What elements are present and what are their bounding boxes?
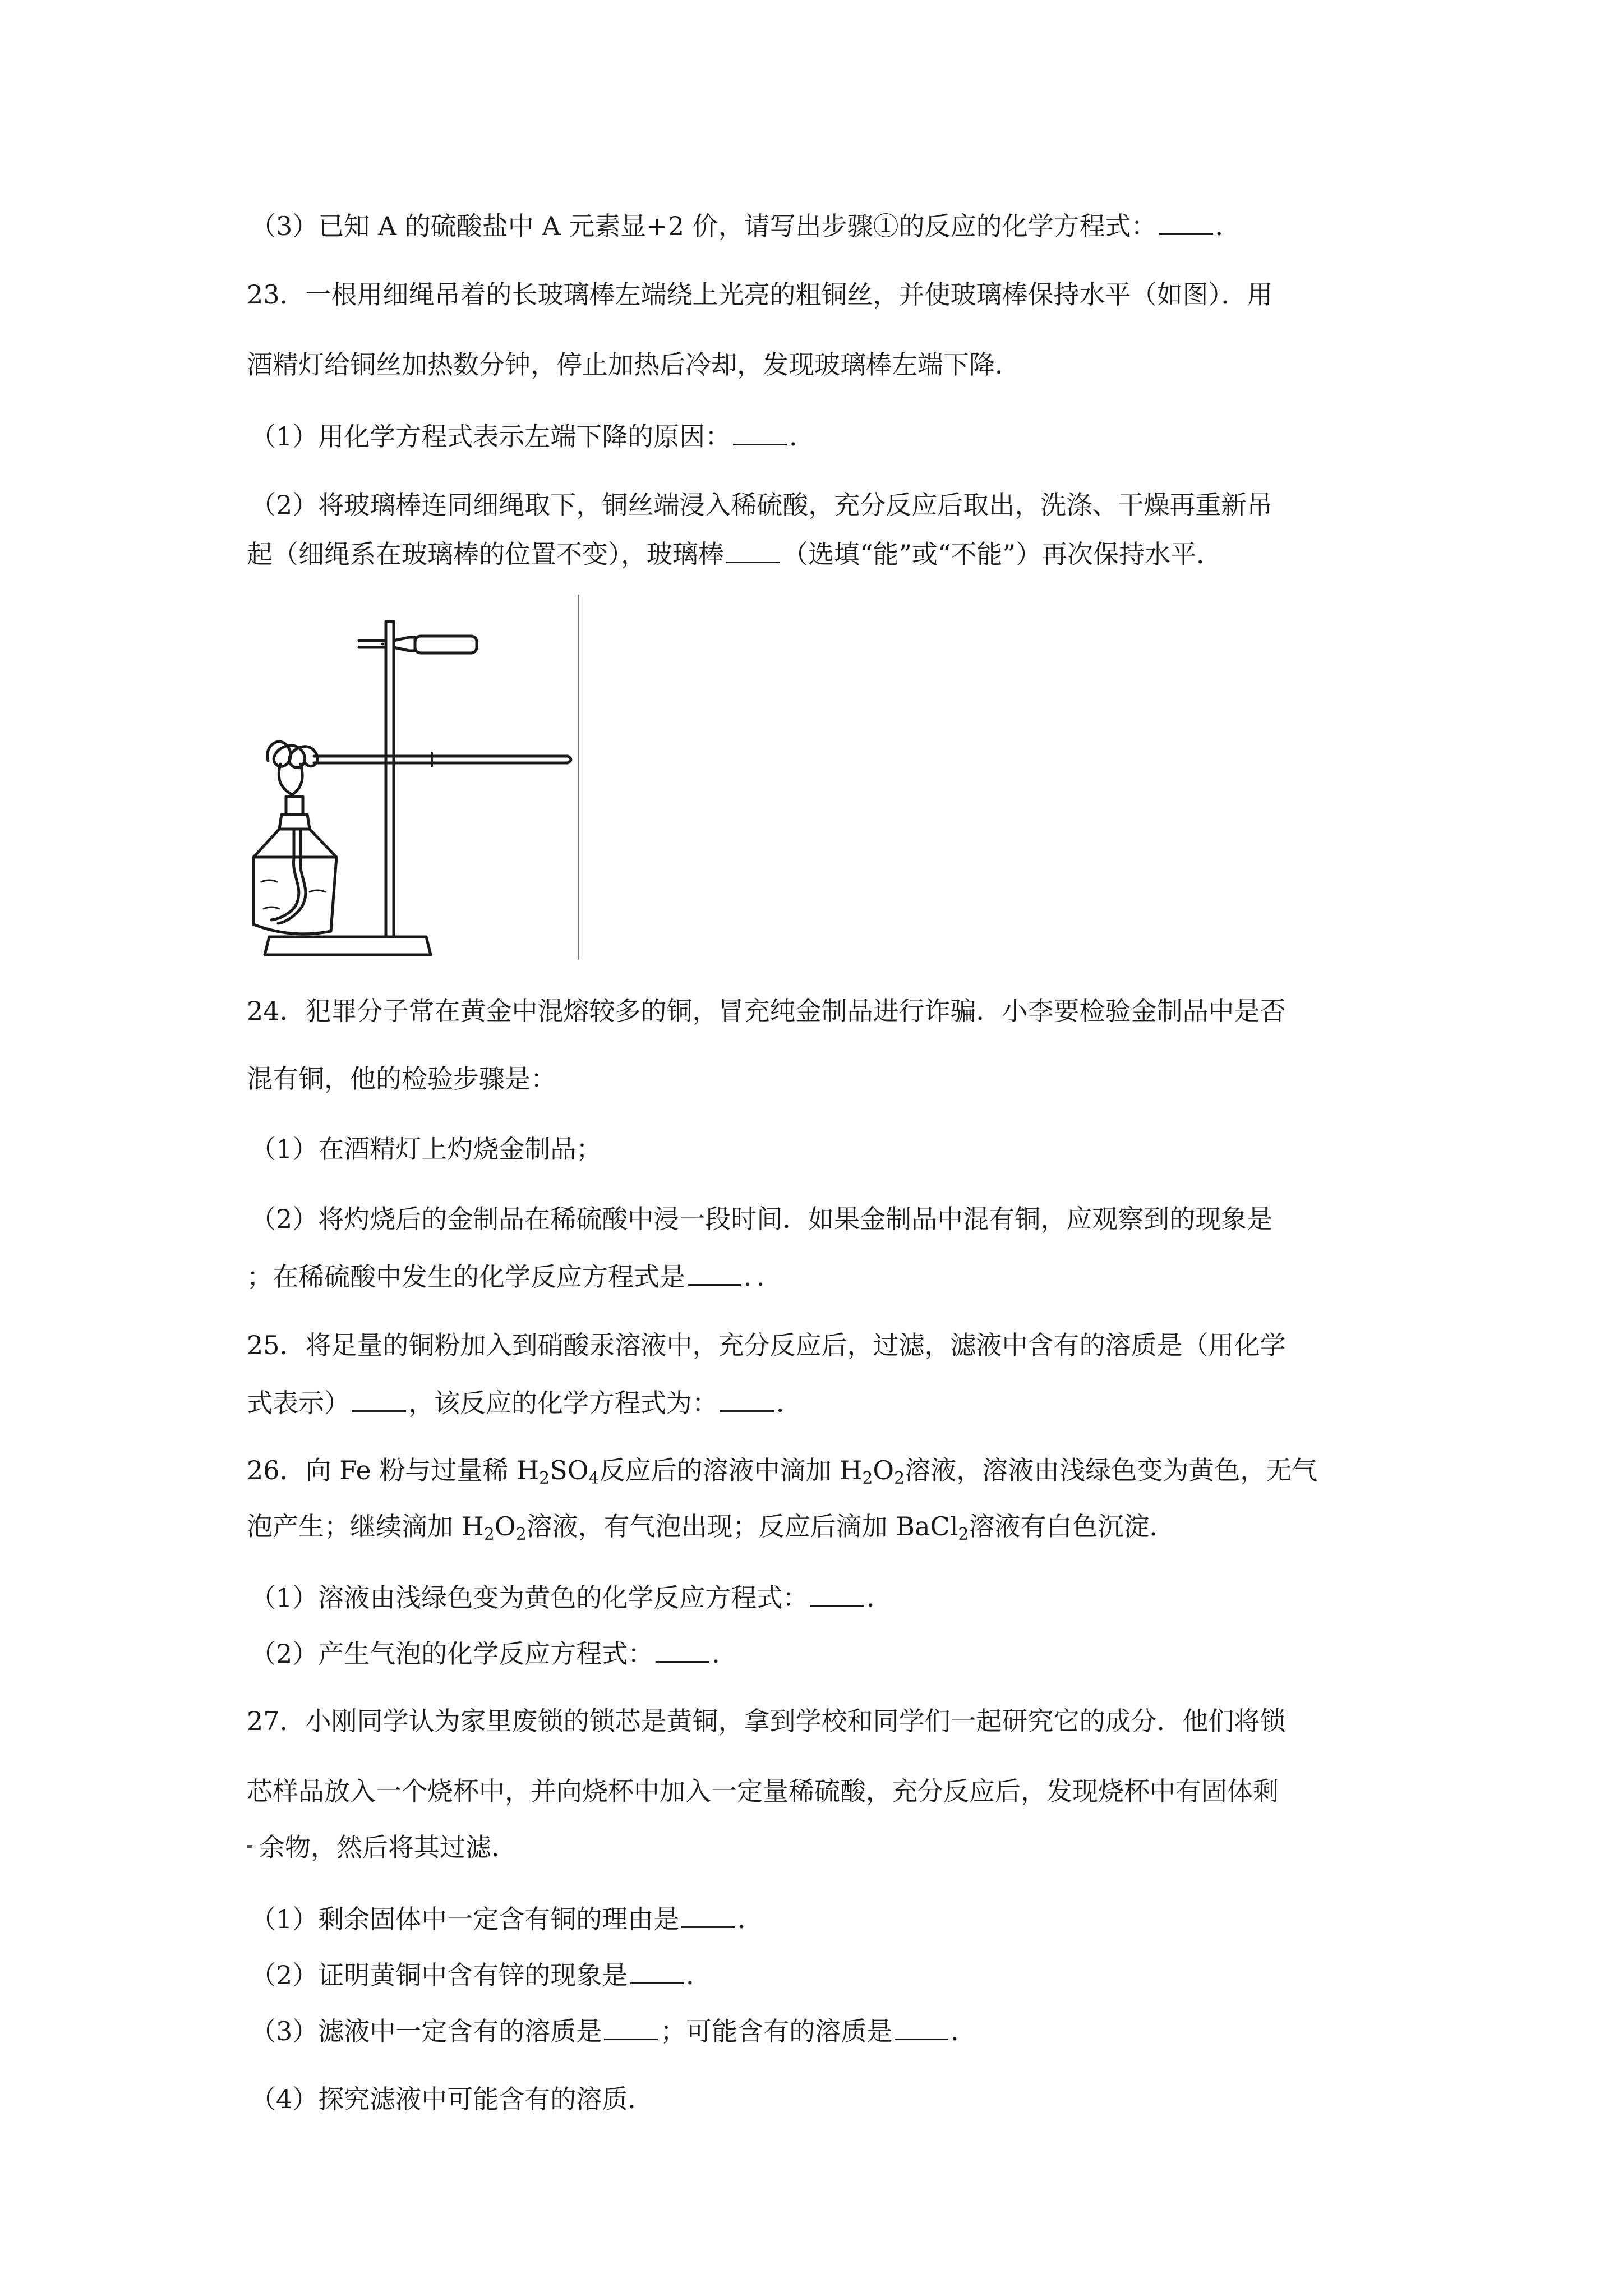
q24-part2-line1: （2）将灼烧后的金制品在稀硫酸中浸一段时间．如果金制品中混有铜，应观察到的现象是 (250, 1204, 1273, 1234)
answer-blank[interactable] (720, 1386, 774, 1412)
q27-stem-line2: 芯样品放入一个烧杯中，并向烧杯中加入一定量稀硫酸，充分反应后，发现烧杯中有固体剩 (247, 1776, 1279, 1806)
q27-part4: （4）探究滤液中可能含有的溶质． (250, 2084, 654, 2114)
q24-part2-line2: ；在稀硫酸中发生的化学反应方程式是 ．． (247, 1259, 782, 1292)
answer-blank[interactable] (630, 1958, 684, 1984)
answer-blank[interactable] (352, 1386, 406, 1412)
q23-stem-line2: 酒精灯给铜丝加热数分钟，停止加热后冷却，发现玻璃棒左端下降． (247, 349, 1021, 380)
q27-part1: （1）剩余固体中一定含有铜的理由是 ． (250, 1902, 763, 1935)
q24-part1: （1）在酒精灯上灼烧金制品； (250, 1134, 602, 1164)
answer-blank[interactable] (604, 2014, 658, 2040)
q27-part3: （3）滤液中一定含有的溶质是 ；可能含有的溶质是 ． (250, 2014, 976, 2047)
q25-stem-line1: 25．将足量的铜粉加入到硝酸汞溶液中，充分反应后，过滤，滤液中含有的溶质是（用化学 (247, 1330, 1286, 1360)
answer-blank[interactable] (733, 419, 787, 445)
q23-part1: （1）用化学方程式表示左端下降的原因： ． (250, 419, 815, 452)
q23-part2-line1: （2）将玻璃棒连同细绳取下，铜丝端浸入稀硫酸，充分反应后取出，洗涤、干燥再重新吊 (250, 490, 1273, 520)
q24-stem-line2: 混有铜，他的检验步骤是： (247, 1064, 556, 1094)
answer-blank[interactable] (1159, 209, 1213, 235)
q22-part3: （3）已知 A 的硫酸盐中 A 元素显+2 价，请写出步骤①的反应的化学方程式： ． (250, 209, 1241, 242)
q27-stem-line1: 27．小刚同学认为家里废锁的锁芯是黄铜，拿到学校和同学们一起研究它的成分．他们将锁 (247, 1706, 1286, 1736)
q27-part2: （2）证明黄铜中含有锌的现象是 ． (250, 1958, 712, 1991)
q26-part1: （1）溶液由浅绿色变为黄色的化学反应方程式： ． (250, 1580, 892, 1613)
answer-blank[interactable] (726, 537, 780, 563)
print-mark (247, 1845, 252, 1848)
q24-stem-line1: 24．犯罪分子常在黄金中混熔较多的铜，冒充纯金制品进行诈骗．小李要检验金制品中是否 (247, 996, 1286, 1026)
answer-blank[interactable] (810, 1580, 864, 1607)
q26-part2: （2）产生气泡的化学反应方程式： ． (250, 1636, 737, 1669)
q26-stem-line2: 泡产生；继续滴加 $H_2O_2$溶液，有气泡出现；反应后滴加 BaCl$_2$溶液有白色沉淀． (247, 1511, 1175, 1544)
q26-stem-line1: 26．向 Fe 粉与过量稀 $H_2SO_4$反应后的溶液中滴加 $H_2O_2$溶液，溶液由浅绿色变为黄色，无气 (247, 1455, 1318, 1488)
q23-stem-line1: 23．一根用细绳吊着的长玻璃棒左端绕上光亮的粗铜丝，并使玻璃棒保持水平（如图）．用 (247, 279, 1273, 310)
apparatus-figure (247, 595, 583, 962)
answer-blank[interactable] (681, 1902, 735, 1928)
q25-stem-line2: 式表示） ，该反应的化学方程式为： ． (247, 1386, 802, 1419)
answer-blank[interactable] (656, 1636, 709, 1663)
answer-blank[interactable] (895, 2014, 948, 2040)
answer-blank[interactable] (688, 1259, 741, 1286)
q27-stem-line3: 余物，然后将其过滤． (259, 1832, 517, 1862)
q23-part2-line2: 起（细绳系在玻璃棒的位置不变），玻璃棒 （选填“能”或“不能”）再次保持水平． (247, 537, 1222, 570)
